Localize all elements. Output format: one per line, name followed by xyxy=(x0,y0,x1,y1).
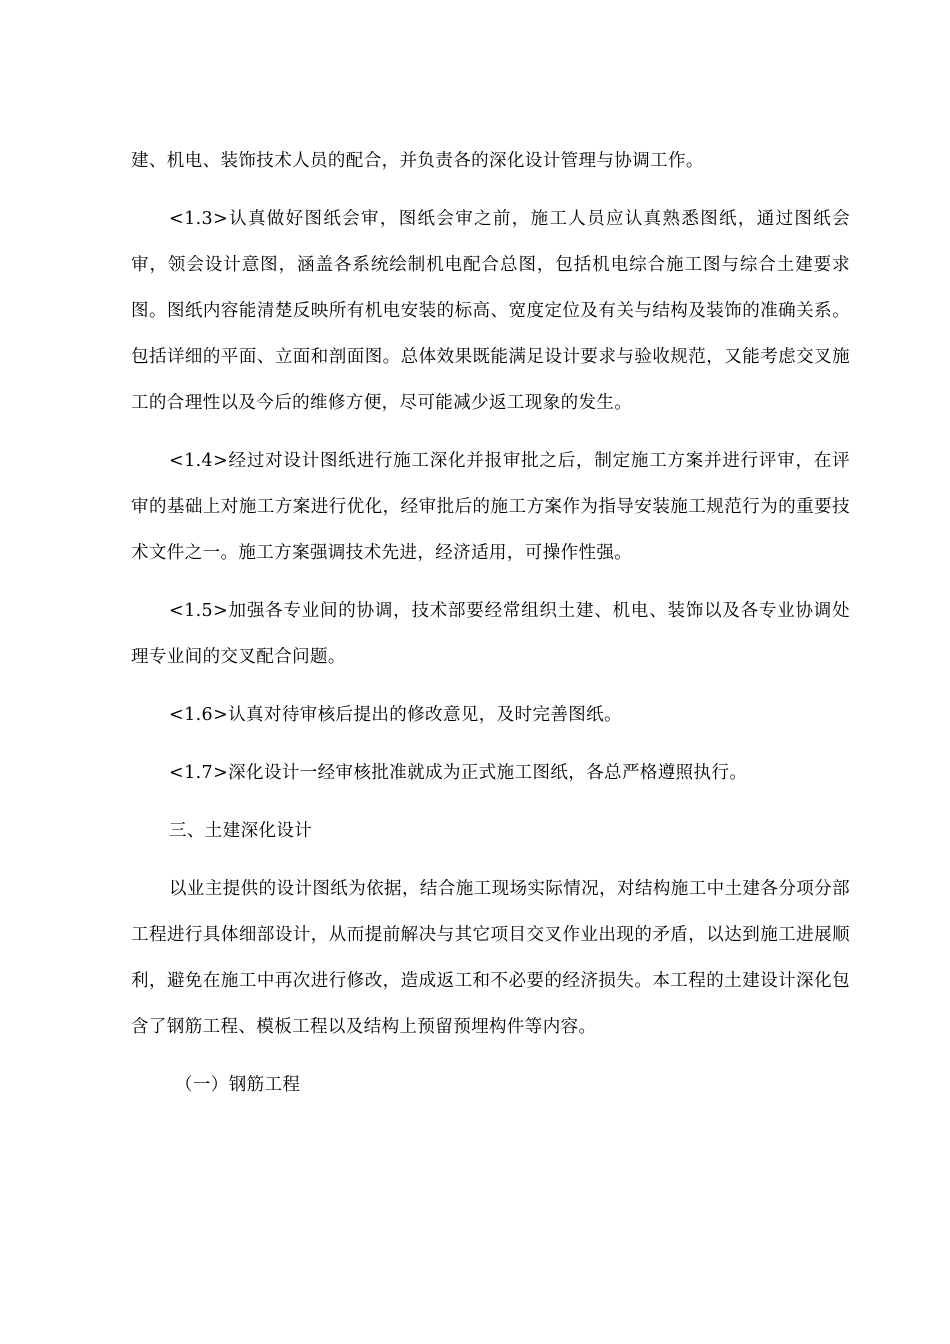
paragraph-continuation: 建、机电、装饰技术人员的配合，并负责各的深化设计管理与协调工作。 xyxy=(131,151,704,171)
section-heading-civil-design: 三、土建深化设计 xyxy=(169,821,313,841)
paragraph-civil-design-body: 以业主提供的设计图纸为依据，结合施工现场实际情况，对结构施工中土建各分项分部工程进行具体细部设计，从而提前解决与其它项目交叉作业出现的矛盾，以达到施工进展顺利，避免在施工中再次进行修改，造成返工和不必要的经济损失。本工程的土建设计深化包含了钢筋工程、模板工程以及结构上预留预埋构件等内容。 xyxy=(131,879,850,1037)
paragraph-1-3: <1.3>认真做好图纸会审，图纸会审之前，施工人员应认真熟悉图纸，通过图纸会审，领会设计意图，涵盖各系统绘制机电配合总图，包括机电综合施工图与综合土建要求图。图纸内容能清楚反映所有机电安装的标高、宽度定位及有关与结构及装饰的准确关系。包括详细的平面、立面和剖面图。总体效果既能满足设计要求与验收规范，又能考虑交叉施工的合理性以及今后的维修方便，尽可能减少返工现象的发生。 xyxy=(131,209,850,413)
paragraph-1-5: <1.5>加强各专业间的协调，技术部要经常组织土建、机电、装饰以及各专业协调处理专业间的交叉配合问题。 xyxy=(131,601,850,667)
subsection-heading-rebar: （一）钢筋工程 xyxy=(175,1075,301,1095)
paragraph-1-7: <1.7>深化设计一经审核批准就成为正式施工图纸，各总严格遵照执行。 xyxy=(169,763,748,783)
paragraph-1-6: <1.6>认真对待审核后提出的修改意见，及时完善图纸。 xyxy=(169,705,622,725)
paragraph-1-4: <1.4>经过对设计图纸进行施工深化并报审批之后，制定施工方案并进行评审，在评审的基础上对施工方案进行优化，经审批后的施工方案作为指导安装施工规范行为的重要技术文件之一。施工方案强调技术先进，经济适用，可操作性强。 xyxy=(131,451,850,563)
